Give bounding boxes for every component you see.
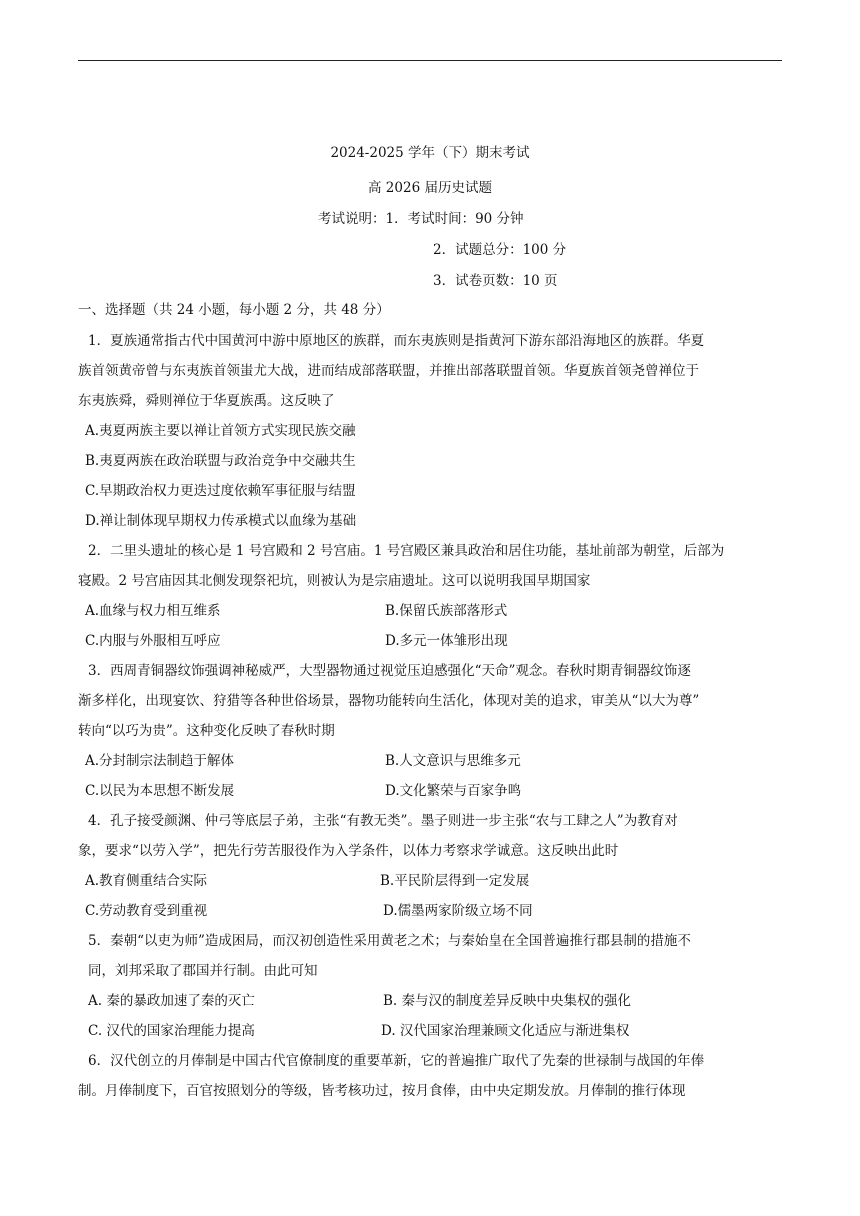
option-b: B.人文意识与思维多元 [385, 753, 521, 769]
section-title: 一、选择题（共 24 小题，每小题 2 分，共 48 分） [78, 302, 390, 318]
question-stem-line: 族首领黄帝曾与东夷族首领蚩尤大战，进而结成部落联盟，并推出部落联盟首领。华夏族首领尧曾禅位于 [78, 363, 699, 379]
option-d: D.禅让制体现早期权力传承模式以血缘为基础 [85, 513, 357, 529]
question-stem-line: 寝殿。2 号宫庙因其北侧发现祭祀坑，则被认为是宗庙遗址。这可以说明我国早期国家 [78, 573, 591, 589]
option-a: A.分封制宗法制趋于解体 [85, 753, 235, 769]
exam-title: 2024-2025 学年（下）期末考试 [330, 145, 530, 161]
question-stem-line: 5．秦朝“以吏为师”造成困局，而汉初创造性采用黄老之术；与秦始皇在全国普遍推行郡县制的措施不 [88, 933, 691, 949]
option-d: D.儒墨两家阶级立场不同 [383, 903, 533, 919]
instruction-score: 2．试题总分：100 分 [433, 242, 567, 258]
question-stem-line: 转向“以巧为贵”。这种变化反映了春秋时期 [78, 723, 335, 739]
option-b: B.平民阶层得到一定发展 [380, 873, 530, 889]
question-stem-line: 同，刘邦采取了郡国并行制。由此可知 [88, 963, 318, 979]
option-d: D. 汉代国家治理兼顾文化适应与渐进集权 [381, 1023, 630, 1039]
option-a: A.教育侧重结合实际 [85, 873, 208, 889]
option-d: D.多元一体雏形出现 [385, 633, 508, 649]
option-a: A.夷夏两族主要以禅让首领方式实现民族交融 [85, 423, 356, 439]
question-stem-line: 2．二里头遗址的核心是 1 号宫殿和 2 号宫庙。1 号宫殿区兼具政治和居住功能，基址前部为朝堂，后部为 [88, 543, 725, 559]
instruction-time: 考试说明：1．考试时间：90 分钟 [318, 211, 524, 227]
option-b: B. 秦与汉的制度差异反映中央集权的强化 [383, 993, 632, 1009]
question-stem-line: 1．夏族通常指古代中国黄河中游中原地区的族群，而东夷族则是指黄河下游东部沿海地区的族群。华夏 [88, 333, 705, 349]
option-c: C.劳动教育受到重视 [85, 903, 208, 919]
question-stem-line: 象，要求“以劳入学”，把先行劳苦服役作为入学条件，以体力考察求学诚意。这反映出此时 [78, 843, 619, 859]
option-c: C.以民为本思想不断发展 [85, 783, 235, 799]
option-c: C. 汉代的国家治理能力提高 [88, 1023, 255, 1039]
option-c: C.早期政治权力更迭过度依赖军事征服与结盟 [85, 483, 356, 499]
question-stem-line: 制。月俸制度下，百官按照划分的等级，皆考核功过，按月食俸，由中央定期发放。月俸制的推行体现 [78, 1083, 686, 1099]
option-a: A.血缘与权力相互维系 [85, 603, 221, 619]
option-a: A. 秦的暴政加速了秦的灭亡 [88, 993, 255, 1009]
question-stem-line: 东夷族舜，舜则禅位于华夏族禹。这反映了 [78, 393, 335, 409]
exam-subtitle: 高 2026 届历史试题 [368, 180, 492, 196]
instruction-pages: 3．试卷页数：10 页 [433, 273, 558, 289]
option-b: B.夷夏两族在政治联盟与政治竞争中交融共生 [85, 453, 356, 469]
question-stem-line: 4．孔子接受颜渊、仲弓等底层子弟，主张“有教无类”。墨子则进一步主张“农与工肆之人”为教育对 [88, 813, 678, 829]
header-rule [78, 60, 782, 61]
question-stem-line: 6．汉代创立的月俸制是中国古代官僚制度的重要革新，它的普遍推广取代了先秦的世禄制与战国的年俸 [88, 1053, 705, 1069]
question-stem-line: 渐多样化，出现宴饮、狩猎等各种世俗场景，器物功能转向生活化，体现对美的追求，审美从“以大为尊” [78, 693, 700, 709]
option-c: C.内服与外服相互呼应 [85, 633, 221, 649]
option-d: D.文化繁荣与百家争鸣 [385, 783, 522, 799]
question-stem-line: 3．西周青铜器纹饰强调神秘威严，大型器物通过视觉压迫感强化“天命”观念。春秋时期青铜器纹饰逐 [88, 663, 691, 679]
option-b: B.保留氏族部落形式 [385, 603, 508, 619]
